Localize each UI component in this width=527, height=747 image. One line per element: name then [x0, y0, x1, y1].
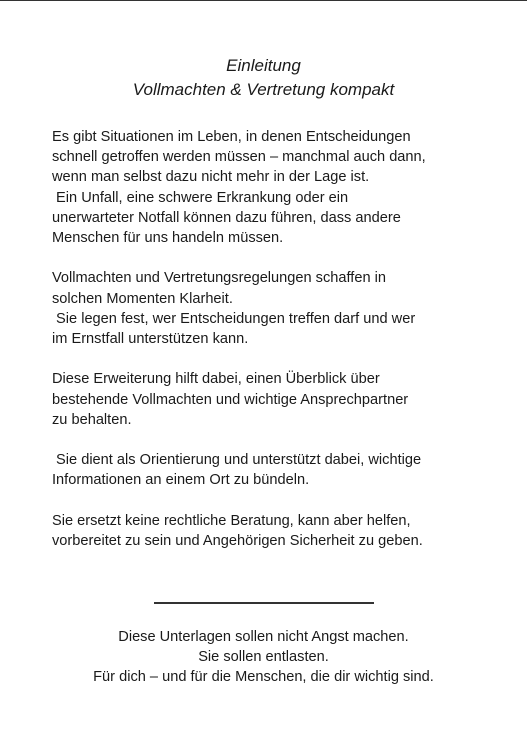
text-line: zu behalten. [52, 411, 132, 428]
text-line: solchen Momenten Klarheit. [52, 290, 233, 307]
text-line: schnell getroffen werden müssen – manchmal auch dann, [52, 149, 426, 166]
page-title [0, 54, 527, 102]
closing-line: Sie sollen entlasten. [198, 649, 329, 666]
title-line-1: Einleitung [226, 56, 301, 75]
title-line-2: Vollmachten & Vertretung kompakt [132, 80, 395, 99]
paragraph [52, 511, 492, 551]
closing-statement [0, 627, 527, 688]
paragraph [52, 369, 492, 430]
text-line: Es gibt Situationen im Leben, in denen Entscheidungen [52, 129, 411, 145]
text-line: Sie legen fest, wer Entscheidungen treffen darf und wer [52, 310, 416, 327]
closing-line: Für dich – und für die Menschen, die dir wichtig sind. [93, 669, 434, 686]
text-line: Sie dient als Orientierung und unterstützt dabei, wichtige [52, 452, 422, 469]
text-line: wenn man selbst dazu nicht mehr in der Lage ist. [52, 169, 370, 186]
text-line: Diese Erweiterung hilft dabei, einen Überblick über [52, 371, 380, 388]
closing-line: Diese Unterlagen sollen nicht Angst machen. [118, 629, 409, 645]
top-border-line [0, 0, 527, 1]
paragraph [52, 450, 492, 490]
section-divider [154, 602, 374, 604]
text-line: Sie ersetzt keine rechtliche Beratung, kann aber helfen, [52, 512, 411, 529]
text-line: bestehende Vollmachten und wichtige Ansprechpartner [52, 391, 409, 408]
paragraph [52, 127, 492, 248]
text-line: Informationen an einem Ort zu bündeln. [52, 472, 310, 489]
text-line: Ein Unfall, eine schwere Erkrankung oder ein [52, 189, 349, 206]
text-line: im Ernstfall unterstützen kann. [52, 331, 249, 348]
text-line: vorbereitet zu sein und Angehörigen Sicherheit zu geben. [52, 533, 423, 549]
text-line: Vollmachten und Vertretungsregelungen schaffen in [52, 270, 387, 287]
text-line: Menschen für uns handeln müssen. [52, 230, 284, 247]
body-text [52, 127, 492, 571]
text-line: unerwarteter Notfall können dazu führen, dass andere [52, 209, 401, 226]
paragraph [52, 268, 492, 349]
